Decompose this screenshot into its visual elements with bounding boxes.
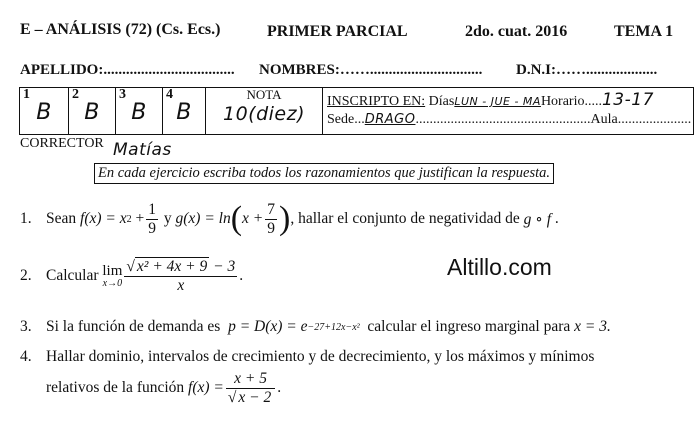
frac-numerator: 7 (267, 201, 276, 219)
limit-operator (102, 264, 122, 289)
function-fraction (226, 370, 275, 405)
nombres-field: NOMBRES:…….............................. (259, 62, 483, 78)
subject-title: E – ANÁLISIS (72) (Cs. Ecs.) (20, 21, 221, 38)
sede-value: DRAGO (364, 112, 416, 127)
limit-numerator: √ x² + 4x + 9 − 3 (126, 258, 236, 276)
composition: g ∘ f (523, 210, 552, 228)
condition: x = 3. (574, 318, 611, 335)
lim-sub: x→0 (102, 277, 123, 289)
limit-fraction (124, 258, 237, 293)
question-number: 1 (23, 87, 30, 102)
exercise-2-intro: Calcular (46, 267, 99, 284)
right-paren: ) (279, 200, 291, 238)
f-exponent: 2 (126, 213, 132, 225)
period: . (239, 267, 244, 284)
radicand: x − 2 (238, 388, 272, 406)
sede-label: Sede (327, 112, 355, 127)
exercise-3-tail: calcular el ingreso marginal para (367, 318, 571, 335)
left-paren: ( (230, 200, 243, 238)
and-word: y (163, 210, 172, 227)
nota-value: 10(diez) (222, 103, 305, 125)
grade-cell-3 (116, 88, 163, 135)
inscription-cell: INSCRIPTO EN: DíasLUN - JUE - MAHorario.....13-17 Sede...DRAGO..................................................Aula..................... (323, 88, 694, 135)
exercise-1-tail: , hallar el conjunto de negatividad de (290, 210, 520, 227)
frac-denominator: 9 (267, 219, 276, 237)
instruction-box: En cada ejercicio escriba todos los razonamientos que justifican la respuesta. (94, 163, 554, 184)
aula-dots: ..................... (617, 112, 692, 127)
tema-label: TEMA 1 (614, 23, 674, 40)
fraction-seven-ninths (265, 201, 277, 236)
exercise-3 (20, 316, 611, 338)
f-definition: f(x) = x (80, 210, 127, 227)
grade-cell-2 (69, 88, 116, 135)
g-inner: x + (242, 210, 264, 227)
period: . (277, 379, 282, 396)
exercise-number: 2. (20, 267, 32, 284)
question-number: 2 (72, 87, 79, 102)
exercise-number: 4. (20, 348, 32, 365)
g-definition: g(x) = ln (175, 210, 231, 227)
nota-cell (206, 88, 323, 135)
lim-text: lim (102, 262, 123, 279)
exercise-1-intro: Sean (46, 210, 77, 227)
demand-exponent: −27+12x−x² (307, 321, 360, 333)
grade-cell-1 (20, 88, 69, 135)
horario-label: Horario (540, 94, 585, 109)
nota-label: NOTA (246, 87, 282, 102)
grades-table (19, 87, 694, 135)
question-number: 3 (119, 87, 126, 102)
inscripto-label: INSCRIPTO EN: (327, 94, 426, 109)
exercise-4 (20, 348, 594, 410)
frac-denominator: 9 (148, 219, 156, 237)
grade-cell-4 (163, 88, 206, 135)
corrector-value: Matías (113, 140, 172, 160)
grade-answer: B (84, 100, 100, 125)
exercise-4-line2: relativos de la función (46, 379, 185, 396)
demand-function: p = D(x) = e (228, 318, 308, 335)
grade-answer: B (36, 100, 52, 125)
aula-label: Aula (590, 112, 618, 127)
term-label: 2do. cuat. 2016 (465, 23, 568, 40)
corrector-label: CORRECTOR (20, 136, 104, 151)
frac-denominator: √ x − 2 (227, 388, 272, 406)
exam-title: PRIMER PARCIAL (267, 23, 408, 40)
plus-sign: + (135, 210, 145, 227)
frac-numerator: 1 (148, 201, 156, 219)
frac-numerator: x + 5 (226, 370, 275, 388)
apellido-field: APELLIDO:................................... (20, 62, 235, 78)
grade-answer: B (176, 100, 192, 125)
fraction-one-ninth (146, 201, 158, 236)
sede-dots: .................................................. (415, 112, 591, 127)
exercise-number: 1. (20, 210, 32, 227)
exercise-1 (20, 193, 559, 245)
period: . (554, 210, 559, 227)
dni-field: D.N.I:……................... (516, 62, 658, 78)
dias-value: LUN - JUE - MA (454, 95, 541, 108)
exercise-4-line1: Hallar dominio, intervalos de crecimiento y de decrecimiento, y los máximos y mínimos (46, 348, 595, 365)
f-lhs: f(x) = (188, 379, 224, 396)
grade-answer: B (131, 100, 147, 125)
watermark: Altillo.com (447, 254, 552, 280)
exercise-2 (20, 252, 243, 300)
horario-value: 13-17 (601, 90, 654, 110)
dias-label: Días (428, 94, 455, 109)
exercise-number: 3. (20, 318, 32, 335)
limit-denominator: x (177, 276, 185, 294)
exercise-3-intro: Si la función de demanda es (46, 318, 221, 335)
radicand: x² + 4x + 9 (136, 258, 208, 276)
minus-three: − 3 (213, 258, 236, 276)
question-number: 4 (166, 87, 173, 102)
